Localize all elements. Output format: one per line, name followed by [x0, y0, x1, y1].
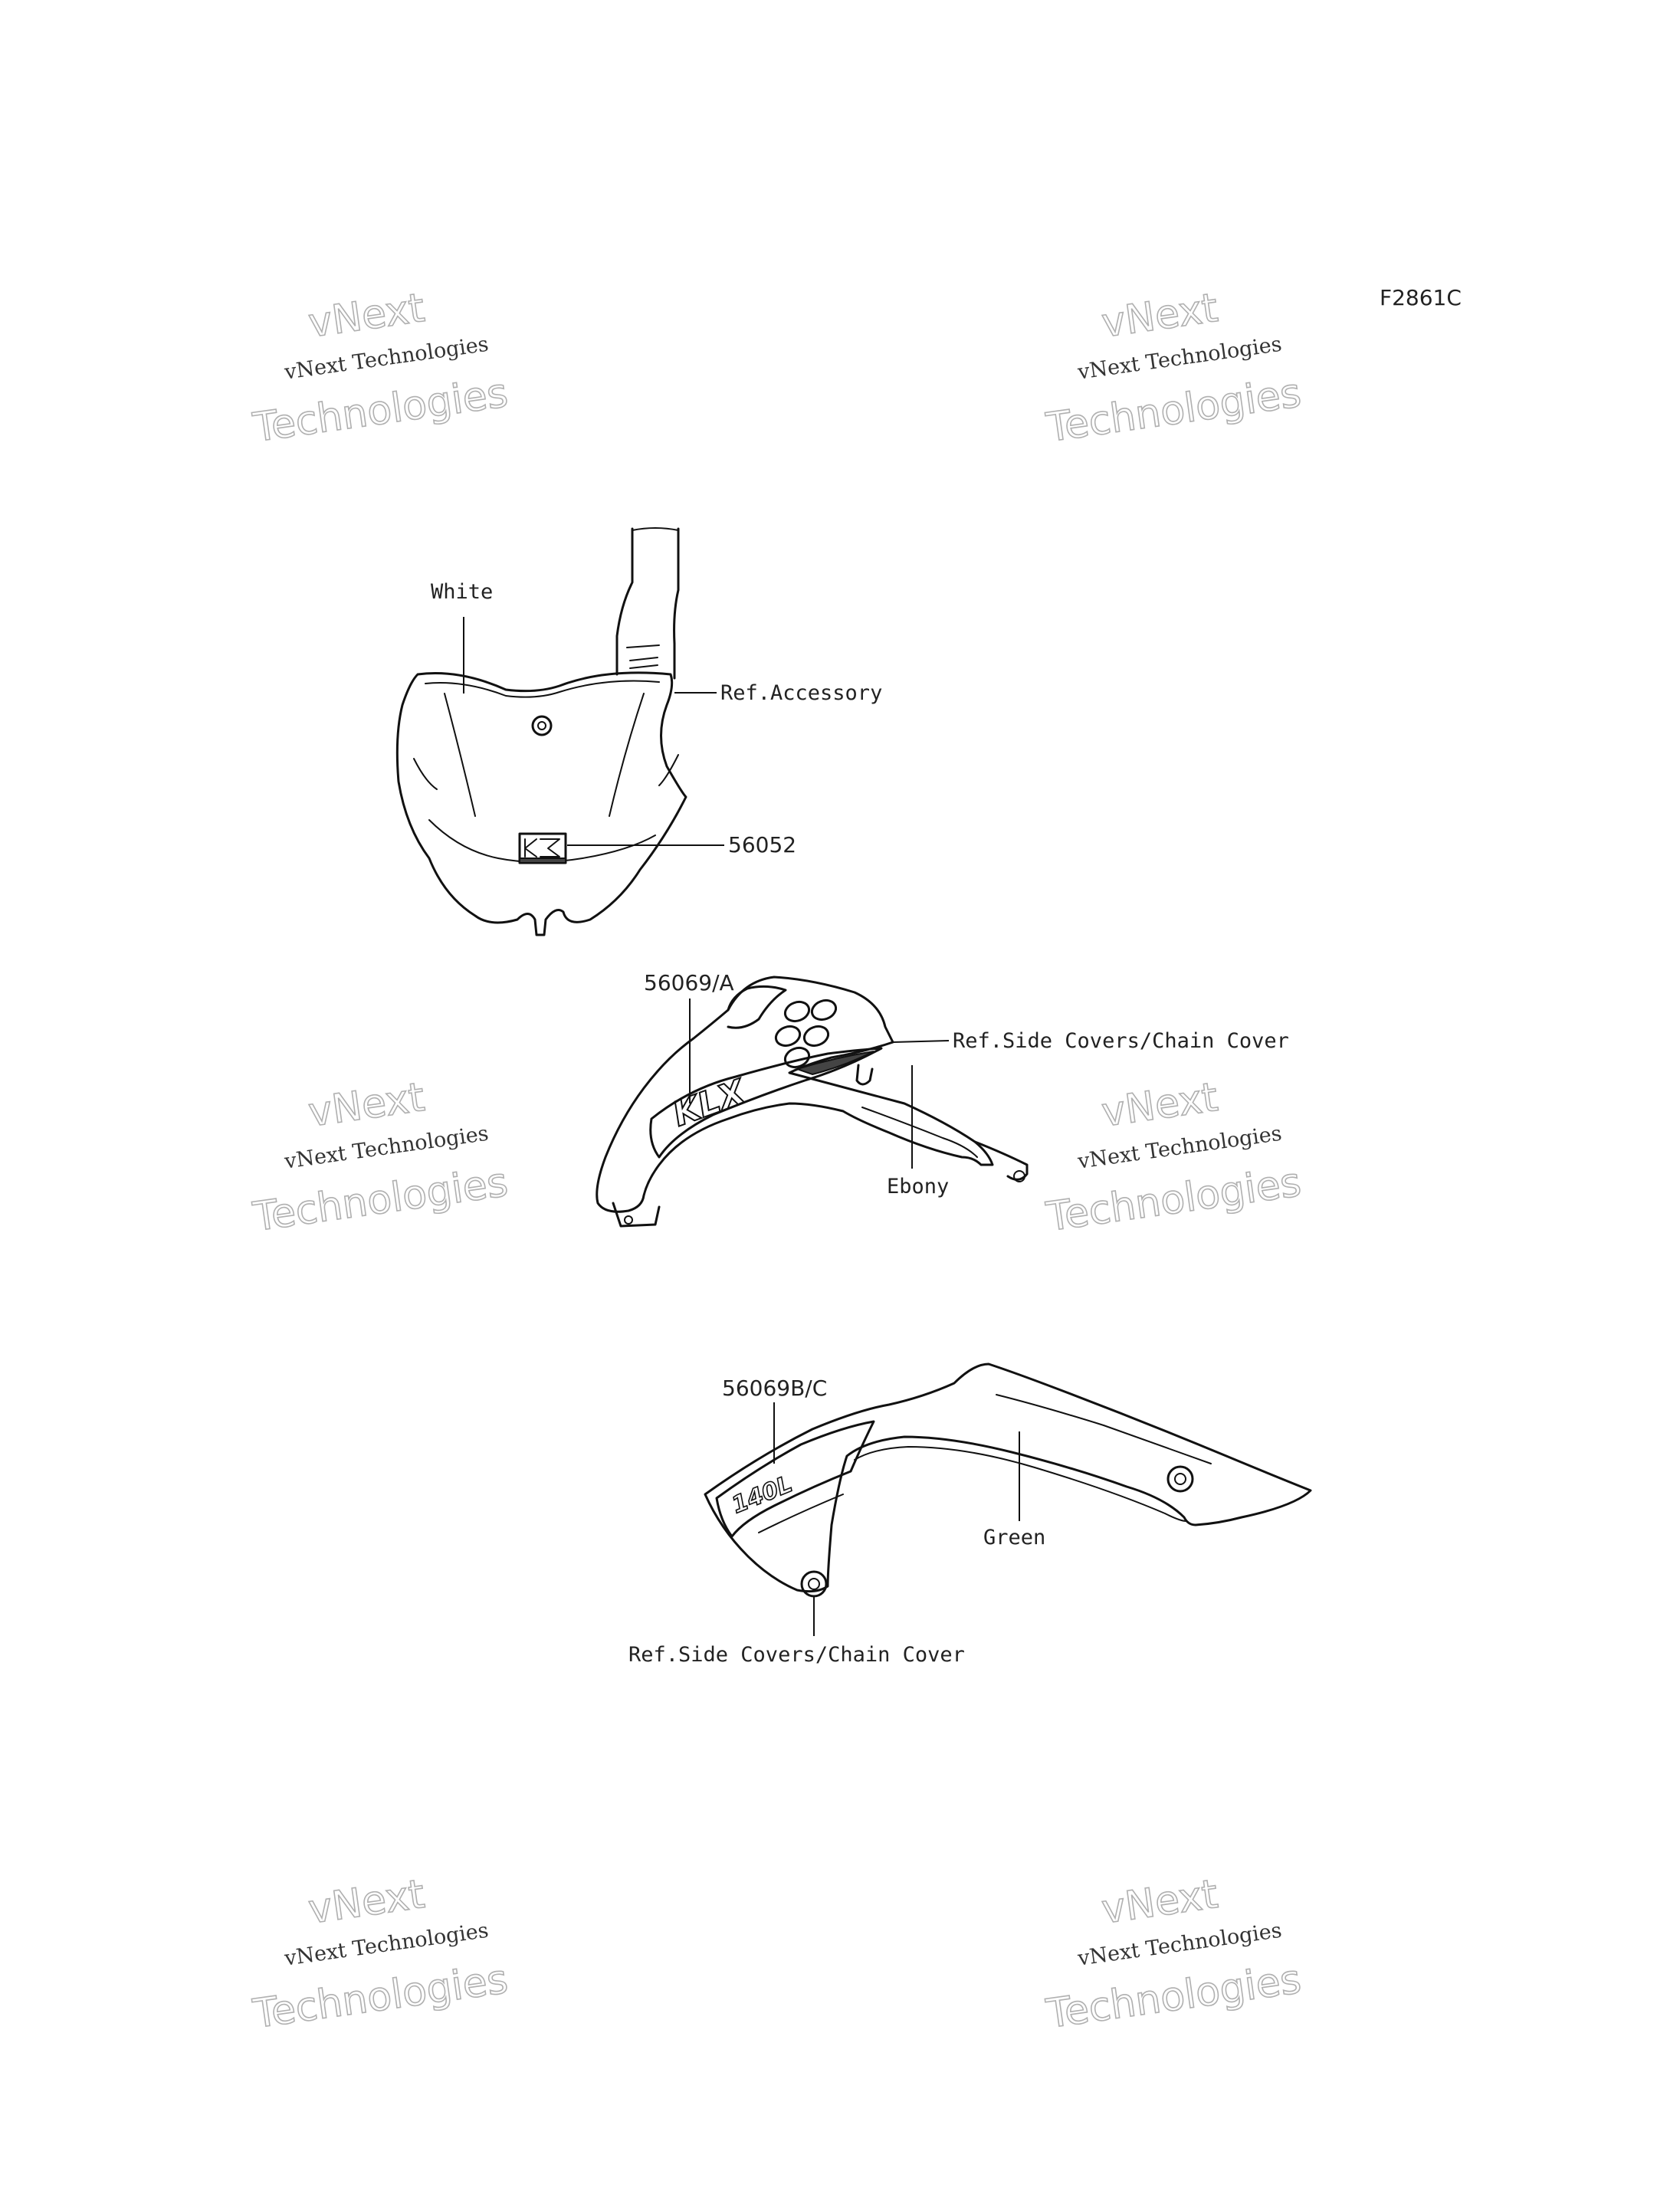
watermark-small: vNext Technologies	[1076, 332, 1284, 385]
watermark-small: vNext Technologies	[283, 1918, 491, 1971]
watermark-mid-left	[237, 1064, 511, 1241]
watermark-bottom-left	[237, 1861, 511, 2038]
vent-hole	[773, 1023, 802, 1048]
plate-mount-hole	[533, 716, 551, 735]
left-shroud-bolt	[625, 1216, 632, 1224]
watermark-big-bottom: Technologies	[1044, 1159, 1304, 1241]
watermark-bottom-right	[1030, 1861, 1304, 2038]
vent-hole	[809, 997, 838, 1022]
watermark-big-bottom: Technologies	[251, 1956, 511, 2038]
right-radiator-shroud	[628, 1364, 1311, 1667]
watermark-small: vNext Technologies	[1076, 1918, 1284, 1971]
kawasaki-decal-strip	[520, 858, 566, 863]
right-shroud-lower-bolt-inner	[809, 1579, 819, 1589]
watermark-big-bottom: Technologies	[251, 370, 511, 451]
plate-outline	[397, 673, 686, 935]
watermark-big-top: vNext	[305, 1871, 428, 1933]
left-shroud-tab	[857, 1065, 872, 1084]
label-ref-accessory: Ref.Accessory	[720, 681, 883, 705]
label-56069bc: 56069B/C	[722, 1376, 828, 1401]
watermark-big-top: vNext	[1098, 285, 1221, 347]
left-shroud-top-scoop	[728, 986, 786, 1028]
klx-logo: KLX	[668, 1072, 751, 1135]
plate-lower-band	[429, 820, 655, 862]
label-56052: 56052	[728, 832, 797, 857]
fork-tube	[617, 529, 678, 678]
label-white: White	[431, 580, 494, 604]
label-green: Green	[983, 1526, 1046, 1549]
right-shroud-top-ridge	[996, 1395, 1211, 1464]
label-56069a: 56069/A	[644, 970, 734, 995]
fork-clamp	[627, 645, 659, 668]
watermark-mid-right	[1030, 1064, 1304, 1241]
leader-left-ref	[893, 1041, 949, 1042]
plate-fold-right	[609, 694, 644, 816]
right-shroud-lower-bolt	[802, 1572, 826, 1596]
right-shroud-upper-bolt	[1168, 1467, 1193, 1491]
right-shroud-inner-arch	[855, 1447, 1186, 1521]
watermark-top-left	[237, 275, 511, 451]
watermark-small: vNext Technologies	[283, 332, 491, 385]
vent-hole	[802, 1023, 831, 1048]
plate-fold-left	[445, 694, 475, 816]
front-number-plate	[397, 528, 882, 935]
watermark-big-bottom: Technologies	[251, 1159, 511, 1241]
watermark-top-right	[1030, 275, 1304, 451]
left-shroud-rear-edge	[975, 1142, 1027, 1179]
watermark-small: vNext Technologies	[283, 1121, 491, 1174]
right-shroud-upper-bolt-inner	[1175, 1474, 1186, 1484]
watermark-big-top: vNext	[1098, 1871, 1221, 1933]
watermark-big-top: vNext	[305, 1074, 428, 1136]
figure-code: F2861C	[1380, 285, 1462, 310]
plate-side-left	[414, 759, 437, 789]
watermark-big-top: vNext	[305, 285, 428, 347]
watermark-big-bottom: Technologies	[1044, 370, 1304, 451]
plate-mount-hole-inner	[538, 722, 546, 730]
watermark-big-top: vNext	[1098, 1074, 1221, 1136]
model-logo: 140L	[727, 1471, 796, 1520]
label-right-ref: Ref.Side Covers/Chain Cover	[628, 1643, 965, 1667]
label-left-ref: Ref.Side Covers/Chain Cover	[953, 1029, 1289, 1053]
kawasaki-logo-icon	[525, 839, 559, 857]
watermark-big-bottom: Technologies	[1044, 1956, 1304, 2038]
label-ebony: Ebony	[887, 1175, 950, 1199]
watermark-small: vNext Technologies	[1076, 1121, 1284, 1174]
fork-tube-top	[632, 528, 678, 530]
vent-hole	[783, 998, 812, 1024]
